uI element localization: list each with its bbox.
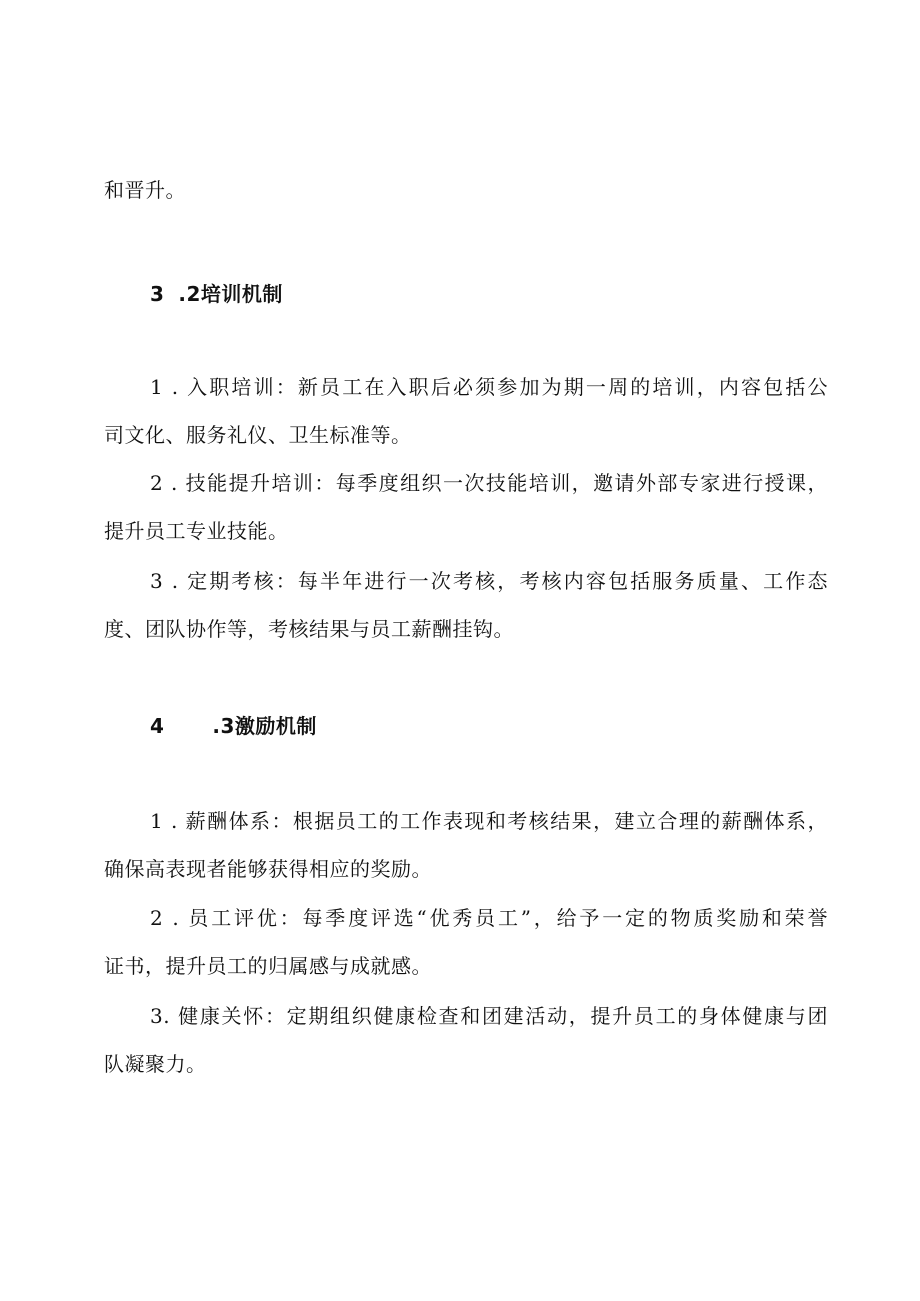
incentive-item-1-line2: 确保高表现者能够获得相应的奖励。 (104, 857, 432, 881)
section-title: .2培训机制 (178, 282, 283, 306)
section-number: 4 (150, 714, 165, 738)
training-item-2-line2: 提升员工专业技能。 (104, 519, 289, 543)
section-number: 3 (150, 282, 165, 306)
incentive-item-3-line2: 队凝聚力。 (104, 1052, 207, 1076)
training-item-2-line1: 2 . 技能提升培训：每季度组织一次技能培训，邀请外部专家进行授课， (150, 471, 828, 495)
section-title: .3激励机制 (212, 714, 317, 738)
incentive-item-3-line1: 3. 健康关怀：定期组织健康检查和团建活动，提升员工的身体健康与团 (150, 1004, 828, 1028)
section-heading-incentive (150, 714, 317, 738)
intro-line: 和晋升。 (104, 178, 186, 202)
training-item-1-line1: 1 . 入职培训：新员工在入职后必须参加为期一周的培训，内容包括公 (150, 375, 828, 399)
incentive-item-2-line1: 2 . 员工评优：每季度评选“优秀员工”，给予一定的物质奖励和荣誉 (150, 906, 828, 930)
incentive-item-2-line2: 证书，提升员工的归属感与成就感。 (104, 954, 432, 978)
training-item-1-line2: 司文化、服务礼仪、卫生标准等。 (104, 423, 412, 447)
training-item-3-line1: 3 . 定期考核：每半年进行一次考核，考核内容包括服务质量、工作态 (150, 569, 828, 593)
section-heading-training (150, 282, 283, 306)
incentive-item-1-line1: 1 . 薪酬体系：根据员工的工作表现和考核结果，建立合理的薪酬体系， (150, 809, 828, 833)
training-item-3-line2: 度、团队协作等，考核结果与员工薪酬挂钩。 (104, 617, 514, 641)
